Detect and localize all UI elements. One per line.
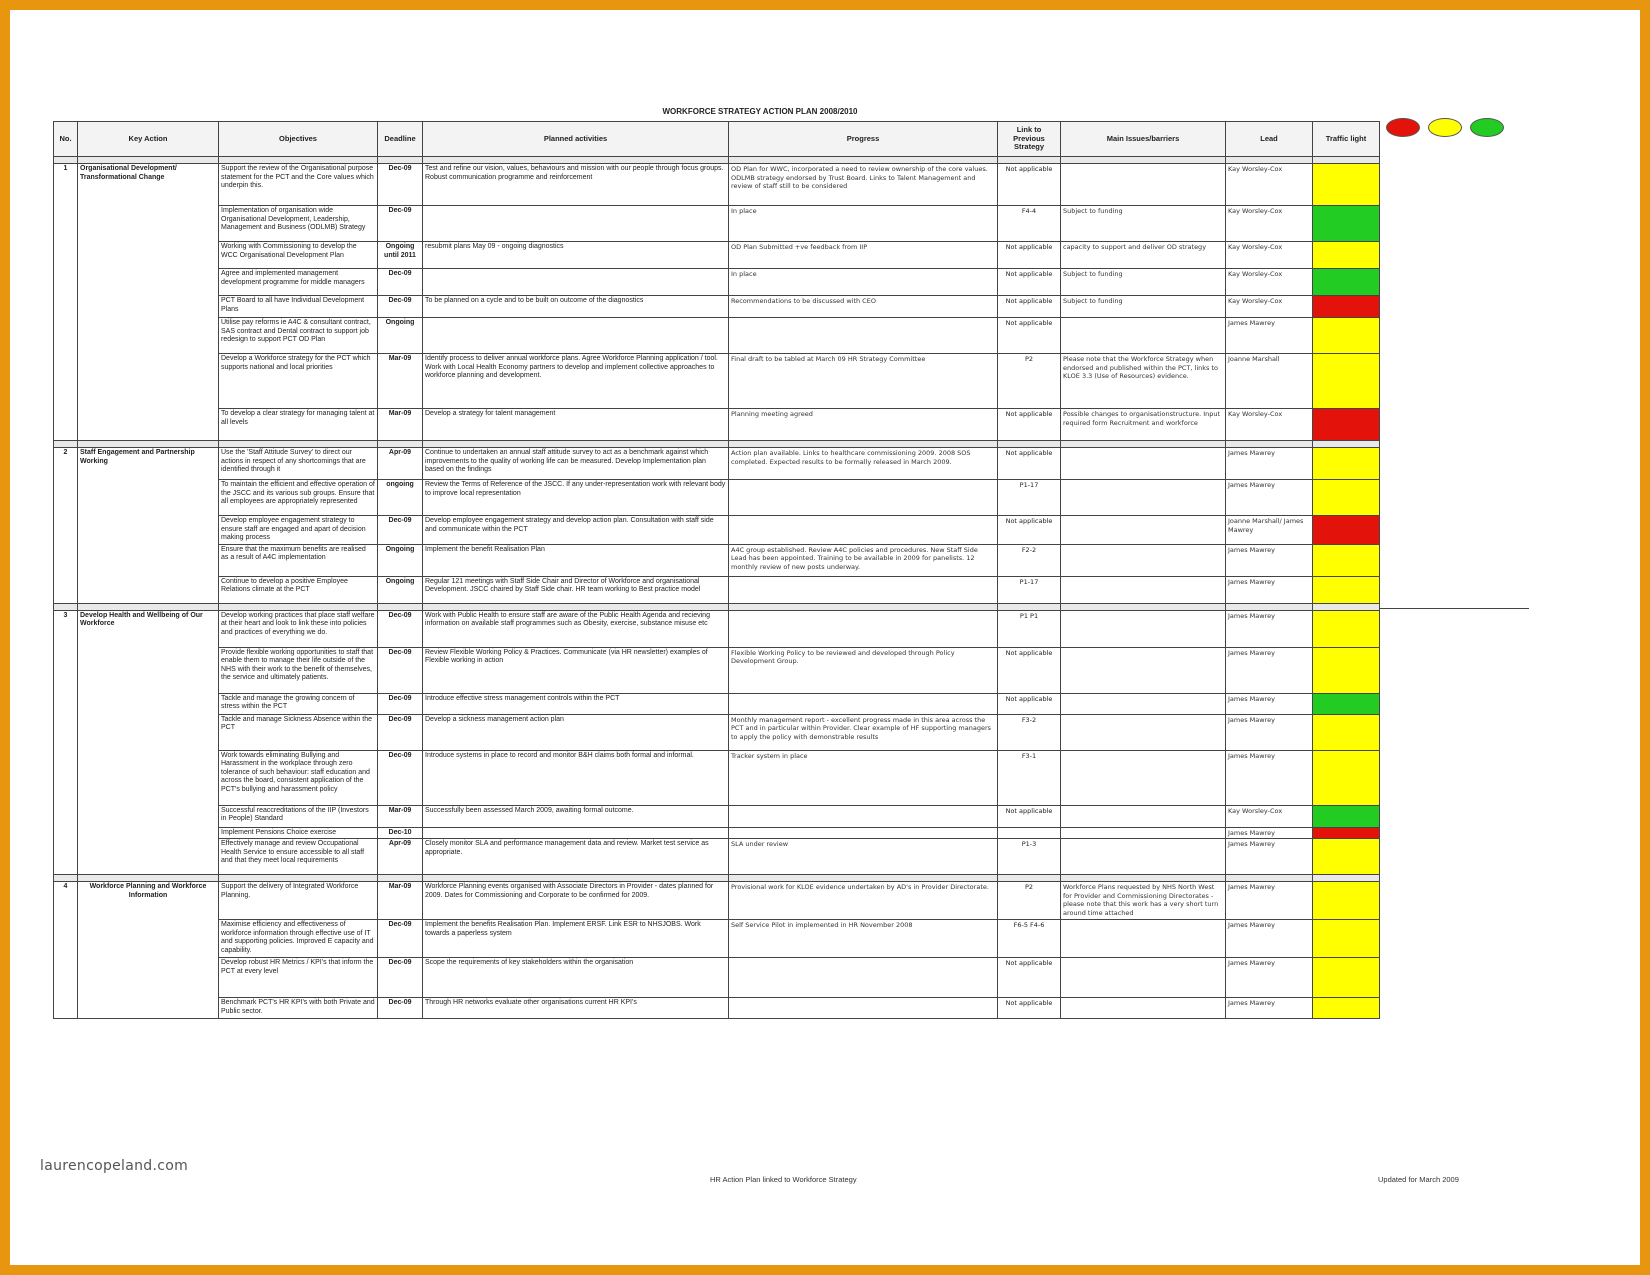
table-row — [54, 318, 1380, 354]
deadline-cell: Dec-09 — [378, 958, 423, 998]
column-header: Main Issues/barriers — [1061, 122, 1226, 157]
column-header: Lead — [1226, 122, 1313, 157]
progress-cell: Flexible Working Policy to be reviewed and developed through Policy Development Group. — [729, 647, 998, 693]
traffic-light-cell — [1313, 354, 1380, 409]
link-cell: F4-4 — [998, 206, 1061, 242]
deadline-cell: Dec-09 — [378, 714, 423, 750]
key-action-cell: Develop Health and Wellbeing of Our Workforce — [78, 610, 219, 875]
table-row — [54, 805, 1380, 827]
objective-cell: PCT Board to all have Individual Development Plans — [219, 296, 378, 318]
progress-cell — [729, 576, 998, 603]
issues-cell: Possible changes to organisationstructure. Input required form Recruitment and workforce — [1061, 409, 1226, 441]
progress-cell: OD Plan Submitted +ve feedback from IIP — [729, 242, 998, 269]
section-spacer — [54, 441, 1380, 448]
progress-cell: SLA under review — [729, 839, 998, 875]
table-row — [54, 269, 1380, 296]
deadline-cell: Dec-09 — [378, 164, 423, 206]
link-cell: F3-2 — [998, 714, 1061, 750]
column-header: Progress — [729, 122, 998, 157]
objective-cell: Implement Pensions Choice exercise — [219, 827, 378, 839]
traffic-light-cell — [1313, 827, 1380, 839]
issues-cell: Please note that the Workforce Strategy when endorsed and published within the PCT, links to KLOE 3.3 (Use of Resources) evidence. — [1061, 354, 1226, 409]
activities-cell: Continue to undertaken an annual staff attitude survey to act as a benchmark against which improvements to the quality of working life can be measured. Develop Implementation plan based on the findings — [423, 448, 729, 480]
issues-cell — [1061, 998, 1226, 1019]
red-light-icon — [1386, 118, 1420, 137]
table-row — [54, 882, 1380, 920]
progress-cell: Tracker system in place — [729, 750, 998, 805]
issues-cell — [1061, 647, 1226, 693]
activities-cell: Introduce systems in place to record and monitor B&H claims both formal and informal. — [423, 750, 729, 805]
section-spacer — [54, 603, 1380, 610]
lead-cell: James Mawrey — [1226, 693, 1313, 714]
traffic-light-cell — [1313, 958, 1380, 998]
link-cell: F2-2 — [998, 544, 1061, 576]
objective-cell: Provide flexible working opportunities to staff that enable them to manage their life outside of the NHS with their work to the benefit of themselves, the service and ultimately patients. — [219, 647, 378, 693]
activities-cell: To be planned on a cycle and to be built on outcome of the diagnostics — [423, 296, 729, 318]
column-header: Key Action — [78, 122, 219, 157]
link-cell: Not applicable — [998, 805, 1061, 827]
table-row — [54, 610, 1380, 647]
link-cell: Not applicable — [998, 409, 1061, 441]
deadline-cell: Dec-09 — [378, 693, 423, 714]
table-row — [54, 164, 1380, 206]
deadline-cell: ongoing — [378, 480, 423, 516]
issues-cell: Subject to funding — [1061, 269, 1226, 296]
activities-cell: Test and refine our vision, values, behaviours and mission with our people through focus groups. Robust communication programme and reinforcement — [423, 164, 729, 206]
traffic-light-cell — [1313, 805, 1380, 827]
lead-cell: Kay Worsley-Cox — [1226, 805, 1313, 827]
lead-cell: James Mawrey — [1226, 610, 1313, 647]
lead-cell: James Mawrey — [1226, 480, 1313, 516]
issues-cell — [1061, 750, 1226, 805]
activities-cell: Introduce effective stress management controls within the PCT — [423, 693, 729, 714]
deadline-cell: Dec-09 — [378, 206, 423, 242]
objective-cell: Tackle and manage the growing concern of stress within the PCT — [219, 693, 378, 714]
issues-cell — [1061, 714, 1226, 750]
progress-cell: A4C group established. Review A4C policies and procedures. New Staff Side Lead has been appointed. Training to be available in 2009 for panelists. 12 monthly review of new posts underway. — [729, 544, 998, 576]
progress-cell — [729, 610, 998, 647]
issues-cell — [1061, 958, 1226, 998]
progress-cell: In place — [729, 206, 998, 242]
link-cell: P1-17 — [998, 480, 1061, 516]
issues-cell: Subject to funding — [1061, 296, 1226, 318]
link-cell: Not applicable — [998, 269, 1061, 296]
progress-cell — [729, 958, 998, 998]
deadline-cell: Dec-09 — [378, 296, 423, 318]
traffic-light-cell — [1313, 882, 1380, 920]
table-row — [54, 409, 1380, 441]
activities-cell: Closely monitor SLA and performance management data and review. Market test service as appropriate. — [423, 839, 729, 875]
lead-cell: James Mawrey — [1226, 448, 1313, 480]
progress-cell: OD Plan for WWC, incorporated a need to review ownership of the core values. ODLMB strategy endorsed by Trust Board. Links to Talent Management and review of staff still to be considered — [729, 164, 998, 206]
traffic-light-cell — [1313, 998, 1380, 1019]
section-number: 4 — [54, 882, 78, 1019]
column-header: Objectives — [219, 122, 378, 157]
progress-cell — [729, 827, 998, 839]
table-row — [54, 958, 1380, 998]
column-header: Planned activities — [423, 122, 729, 157]
lead-cell: James Mawrey — [1226, 827, 1313, 839]
table-row — [54, 827, 1380, 839]
deadline-cell: Dec-09 — [378, 998, 423, 1019]
objective-cell: Work towards eliminating Bullying and Harassment in the workplace through zero tolerance of such behaviour: staff education and across the board, consistent application of the PCT's bullying and harassment policy — [219, 750, 378, 805]
table-row — [54, 448, 1380, 480]
activities-cell: Through HR networks evaluate other organisations current HR KPI's — [423, 998, 729, 1019]
lead-cell: James Mawrey — [1226, 714, 1313, 750]
objective-cell: Tackle and manage Sickness Absence within the PCT — [219, 714, 378, 750]
issues-cell: capacity to support and deliver OD strategy — [1061, 242, 1226, 269]
link-cell: Not applicable — [998, 516, 1061, 545]
table-row — [54, 516, 1380, 545]
table-row — [54, 480, 1380, 516]
link-cell: P1-3 — [998, 839, 1061, 875]
issues-cell: Workforce Plans requested by NHS North West for Provider and Commissioning Directorates - please note that this work has a very short turn around time attached — [1061, 882, 1226, 920]
progress-cell: Final draft to be tabled at March 09 HR Strategy Committee — [729, 354, 998, 409]
activities-cell: Work with Public Health to ensure staff are aware of the Public Health Agenda and recieving information on available staff programmes such as Obesity, exercise, substance misuse etc — [423, 610, 729, 647]
issues-cell: Subject to funding — [1061, 206, 1226, 242]
traffic-light-cell — [1313, 409, 1380, 441]
objective-cell: Effectively manage and review Occupational Health Service to ensure accessible to all staff and that they meet local requirements — [219, 839, 378, 875]
objective-cell: Working with Commissioning to develop the WCC Organisational Development Plan — [219, 242, 378, 269]
lead-cell: Kay Worsley-Cox — [1226, 242, 1313, 269]
progress-cell — [729, 480, 998, 516]
traffic-light-cell — [1313, 714, 1380, 750]
table-row — [54, 920, 1380, 958]
lead-cell: James Mawrey — [1226, 750, 1313, 805]
progress-cell: Planning meeting agreed — [729, 409, 998, 441]
deadline-cell: Dec-09 — [378, 920, 423, 958]
activities-cell: Scope the requirements of key stakeholders within the organisation — [423, 958, 729, 998]
progress-cell — [729, 693, 998, 714]
deadline-cell: Dec-09 — [378, 516, 423, 545]
progress-cell: Recommendations to be discussed with CEO — [729, 296, 998, 318]
issues-cell — [1061, 920, 1226, 958]
activities-cell — [423, 318, 729, 354]
deadline-cell: Dec-09 — [378, 647, 423, 693]
issues-cell — [1061, 164, 1226, 206]
progress-cell: Provisional work for KLOE evidence undertaken by AD's in Provider Directorate. — [729, 882, 998, 920]
table-row — [54, 647, 1380, 693]
objective-cell: Support the review of the Organisational purpose statement for the PCT and the Core values which underpin this. — [219, 164, 378, 206]
lead-cell: Kay Worsley-Cox — [1226, 269, 1313, 296]
deadline-cell: Dec-10 — [378, 827, 423, 839]
activities-cell: Develop a strategy for talent management — [423, 409, 729, 441]
lead-cell: Kay Worsley-Cox — [1226, 409, 1313, 441]
traffic-light-cell — [1313, 750, 1380, 805]
objective-cell: To maintain the efficient and effective operation of the JSCC and its various sub groups. Ensure that all employees are appropriately represented — [219, 480, 378, 516]
spreadsheet-page — [10, 10, 1640, 1265]
activities-cell — [423, 269, 729, 296]
lead-cell: Joanne Marshall — [1226, 354, 1313, 409]
activities-cell: Workforce Planning events organised with Associate Directors in Provider - dates planned for 2009. Dates for Commissioning and Corporate to be confirmed for 2009. — [423, 882, 729, 920]
table-row — [54, 242, 1380, 269]
traffic-light-cell — [1313, 610, 1380, 647]
deadline-cell: Ongoing — [378, 576, 423, 603]
objective-cell: Benchmark PCT's HR KPI's with both Private and Public sector. — [219, 998, 378, 1019]
link-cell: Not applicable — [998, 998, 1061, 1019]
issues-cell — [1061, 610, 1226, 647]
watermark-logo: laurencopeland.com — [40, 1158, 189, 1174]
footer-title: HR Action Plan linked to Workforce Strategy — [710, 1175, 857, 1184]
lead-cell: Kay Worsley-Cox — [1226, 296, 1313, 318]
issues-cell — [1061, 693, 1226, 714]
objective-cell: Develop working practices that place staff welfare at their heart and look to link these into policies and practices of everything we do. — [219, 610, 378, 647]
objective-cell: Develop robust HR Metrics / KPI's that inform the PCT at every level — [219, 958, 378, 998]
lead-cell: James Mawrey — [1226, 544, 1313, 576]
traffic-light-cell — [1313, 480, 1380, 516]
link-cell: F6-5 F4-6 — [998, 920, 1061, 958]
lead-cell: James Mawrey — [1226, 882, 1313, 920]
lead-cell: James Mawrey — [1226, 920, 1313, 958]
deadline-cell: Dec-09 — [378, 750, 423, 805]
table-row — [54, 206, 1380, 242]
traffic-light-cell — [1313, 206, 1380, 242]
objective-cell: Support the delivery of Integrated Workforce Planning. — [219, 882, 378, 920]
deadline-cell: Dec-09 — [378, 610, 423, 647]
objective-cell: To develop a clear strategy for managing talent at all levels — [219, 409, 378, 441]
lead-cell: Joanne Marshall/ James Mawrey — [1226, 516, 1313, 545]
divider — [1379, 608, 1529, 609]
activities-cell: Implement the benefits Realisation Plan. Implement ERSF. Link ESR to NHSJOBS. Work towards a paperless system — [423, 920, 729, 958]
objective-cell: Maximise efficiency and effectiveness of workforce information through effective use of IT and supporting policies. Improved E capacity and capability. — [219, 920, 378, 958]
traffic-light-cell — [1313, 693, 1380, 714]
table-row — [54, 693, 1380, 714]
traffic-light-cell — [1313, 544, 1380, 576]
objective-cell: Develop employee engagement strategy to ensure staff are engaged and apart of decision making process — [219, 516, 378, 545]
activities-cell: Implement the benefit Realisation Plan — [423, 544, 729, 576]
activities-cell: Regular 121 meetings with Staff Side Chair and Director of Workforce and organisational Development. JSCC chaired by Staff Side chair. HR team working to Best practice model — [423, 576, 729, 603]
table-row — [54, 714, 1380, 750]
issues-cell — [1061, 839, 1226, 875]
lead-cell: James Mawrey — [1226, 576, 1313, 603]
traffic-light-cell — [1313, 269, 1380, 296]
link-cell — [998, 827, 1061, 839]
traffic-light-cell — [1313, 576, 1380, 603]
lead-cell: Kay Worsley-Cox — [1226, 206, 1313, 242]
link-cell: Not applicable — [998, 164, 1061, 206]
deadline-cell: Mar-09 — [378, 805, 423, 827]
activities-cell: Develop a sickness management action plan — [423, 714, 729, 750]
footer-updated: Updated for March 2009 — [1378, 1175, 1459, 1184]
progress-cell — [729, 318, 998, 354]
traffic-light-cell — [1313, 296, 1380, 318]
activities-cell: Review the Terms of Reference of the JSCC. If any under-representation work with relevant body to improve local representation — [423, 480, 729, 516]
traffic-light-cell — [1313, 318, 1380, 354]
lead-cell: James Mawrey — [1226, 318, 1313, 354]
activities-cell: resubmit plans May 09 - ongoing diagnostics — [423, 242, 729, 269]
table-row — [54, 839, 1380, 875]
link-cell: Not applicable — [998, 958, 1061, 998]
column-header: Traffic light — [1313, 122, 1380, 157]
link-cell: P2 — [998, 354, 1061, 409]
issues-cell — [1061, 544, 1226, 576]
lead-cell: James Mawrey — [1226, 839, 1313, 875]
progress-cell — [729, 998, 998, 1019]
issues-cell — [1061, 318, 1226, 354]
activities-cell: Successfully been assessed March 2009, awaiting formal outcome. — [423, 805, 729, 827]
deadline-cell: Apr-09 — [378, 839, 423, 875]
header-row — [54, 122, 1380, 157]
link-cell: Not applicable — [998, 296, 1061, 318]
deadline-cell: Ongoing until 2011 — [378, 242, 423, 269]
issues-cell — [1061, 448, 1226, 480]
table-row — [54, 576, 1380, 603]
deadline-cell: Mar-09 — [378, 409, 423, 441]
table-row — [54, 354, 1380, 409]
lead-cell: Kay Worsley-Cox — [1226, 164, 1313, 206]
action-plan-table — [53, 121, 1380, 1019]
objective-cell: Use the 'Staff Attitude Survey' to direct our actions in respect of any shortcomings that are identified through it — [219, 448, 378, 480]
table-row — [54, 998, 1380, 1019]
lead-cell: James Mawrey — [1226, 958, 1313, 998]
section-number: 2 — [54, 448, 78, 604]
issues-cell — [1061, 516, 1226, 545]
link-cell: Not applicable — [998, 242, 1061, 269]
link-cell: P1 P1 — [998, 610, 1061, 647]
column-header: No. — [54, 122, 78, 157]
traffic-light-cell — [1313, 448, 1380, 480]
progress-cell: In place — [729, 269, 998, 296]
table-body — [54, 157, 1380, 1019]
link-cell: F3-1 — [998, 750, 1061, 805]
activities-cell: Develop employee engagement strategy and develop action plan. Consultation with staff side and communicate within the PCT — [423, 516, 729, 545]
column-header: Link to Previous Strategy — [998, 122, 1061, 157]
lead-cell: James Mawrey — [1226, 647, 1313, 693]
section-number: 3 — [54, 610, 78, 875]
traffic-light-cell — [1313, 920, 1380, 958]
deadline-cell: Apr-09 — [378, 448, 423, 480]
issues-cell — [1061, 827, 1226, 839]
page-title: WORKFORCE STRATEGY ACTION PLAN 2008/2010 — [662, 107, 858, 116]
issues-cell — [1061, 805, 1226, 827]
progress-cell: Action plan available. Links to healthcare commissioning 2009. 2008 SOS completed. Expected results to be formally released in March 2009. — [729, 448, 998, 480]
issues-cell — [1061, 480, 1226, 516]
key-action-cell: Workforce Planning and Workforce Information — [78, 882, 219, 1019]
key-action-cell: Organisational Development/ Transformational Change — [78, 164, 219, 441]
deadline-cell: Ongoing — [378, 544, 423, 576]
progress-cell — [729, 516, 998, 545]
table-row — [54, 544, 1380, 576]
activities-cell: Review Flexible Working Policy & Practices. Communicate (via HR newsletter) examples of Flexible working in action — [423, 647, 729, 693]
progress-cell — [729, 805, 998, 827]
objective-cell: Implementation of organisation wide Organisational Development, Leadership, Management and Business (ODLMB) Strategy — [219, 206, 378, 242]
section-number: 1 — [54, 164, 78, 441]
link-cell: P2 — [998, 882, 1061, 920]
objective-cell: Utilise pay reforms ie A4C & consultant contract, SAS contract and Dental contract to support job redesign to support PCT OD Plan — [219, 318, 378, 354]
key-action-cell: Staff Engagement and Partnership Working — [78, 448, 219, 604]
green-light-icon — [1470, 118, 1504, 137]
table-row — [54, 296, 1380, 318]
section-spacer — [54, 875, 1380, 882]
traffic-light-cell — [1313, 242, 1380, 269]
link-cell: Not applicable — [998, 448, 1061, 480]
objective-cell: Ensure that the maximum benefits are realised as a result of A4C implementation — [219, 544, 378, 576]
traffic-light-cell — [1313, 164, 1380, 206]
link-cell: Not applicable — [998, 693, 1061, 714]
deadline-cell: Mar-09 — [378, 882, 423, 920]
activities-cell: Identify process to deliver annual workforce plans. Agree Workforce Planning application / tool. Work with Local Health Economy partners to develop and implement collective approaches to workforce planning and development. — [423, 354, 729, 409]
link-cell: Not applicable — [998, 318, 1061, 354]
table-row — [54, 750, 1380, 805]
objective-cell: Agree and implemented management development programme for middle managers — [219, 269, 378, 296]
deadline-cell: Ongoing — [378, 318, 423, 354]
column-header: Deadline — [378, 122, 423, 157]
issues-cell — [1061, 576, 1226, 603]
link-cell: P1-17 — [998, 576, 1061, 603]
link-cell: Not applicable — [998, 647, 1061, 693]
progress-cell: Self Service Pilot in implemented in HR November 2008 — [729, 920, 998, 958]
objective-cell: Successful reaccreditations of the IIP (Investors in People) Standard — [219, 805, 378, 827]
traffic-light-cell — [1313, 647, 1380, 693]
objective-cell: Continue to develop a positive Employee Relations climate at the PCT — [219, 576, 378, 603]
deadline-cell: Mar-09 — [378, 354, 423, 409]
traffic-light-cell — [1313, 516, 1380, 545]
activities-cell — [423, 206, 729, 242]
objective-cell: Develop a Workforce strategy for the PCT which supports national and local priorities — [219, 354, 378, 409]
traffic-light-cell — [1313, 839, 1380, 875]
amber-light-icon — [1428, 118, 1462, 137]
section-spacer — [54, 157, 1380, 164]
progress-cell: Monthly management report - excellent progress made in this area across the PCT and in particular within Provider. Clear example of HF supporting managers to apply the policy with demonstrable results — [729, 714, 998, 750]
lead-cell: James Mawrey — [1226, 998, 1313, 1019]
deadline-cell: Dec-09 — [378, 269, 423, 296]
activities-cell — [423, 827, 729, 839]
